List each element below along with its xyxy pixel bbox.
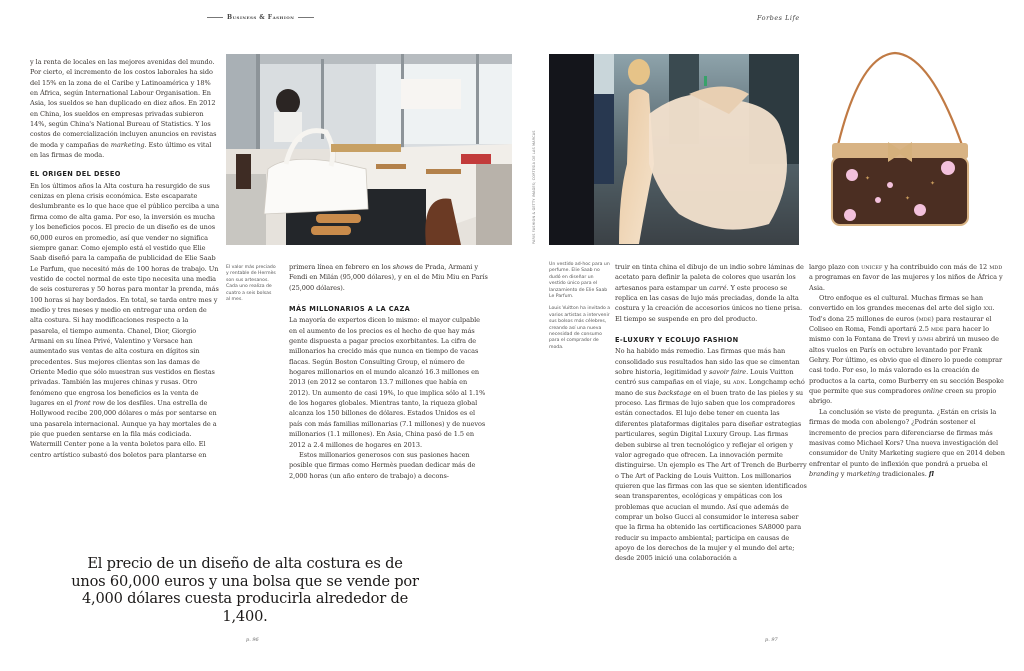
rule-right [298, 17, 314, 18]
paragraph: primera línea en febrero en los shows de Prada, Armani y Fendi en Milán (95,000 dólares), y en el de Miu Miu en París (25,000 dólares). [289, 263, 488, 292]
section-label: Business & Fashion [227, 14, 295, 21]
pull-quote: El precio de un diseño de alta costura es de unos 60,000 euros y una bolsa que se vende por 4,000 dólares cuesta producirla alrededor de 1,400. [71, 555, 419, 625]
photo-credit: PARIS FASHION & GETTY IMAGES; CORTESÍA DE LAS MARCAS [532, 130, 536, 244]
rule-left [207, 17, 223, 18]
paragraph: y la renta de locales en las mejores avenidas del mundo. Por cierto, el incremento de los costos laborales ha sido del 15% en la zona de el Caribe y Latinoamérica y 18% en África, según International Labour Organisation. En Asia, los sueldos se han duplicado en diez años. En 2012 en China, los sueldos en empresas privadas subieron 14%, según China's National Bureau of Statistics. Y los costos de comercialización incluyen anuncios en revistas de moda y campañas de marketing. Esto último es vital en las firmas de moda. [30, 58, 217, 160]
section-heading: E-LUXURY Y ECOLUJO FASHION [615, 336, 739, 345]
right-captions [549, 262, 611, 357]
photo-caption-handbag: Louis Vuitton ha invitado a varios artistas a intervenir sus bolsos más célebres, creando así una nueva necesidad de consumo para el comprador de moda. [549, 306, 611, 350]
page-number-right: p. 97 [765, 637, 778, 643]
left-column-1 [30, 57, 220, 460]
page-number-left: p. 96 [246, 637, 259, 643]
handbag-photo [820, 50, 980, 240]
atelier-image [226, 54, 512, 245]
paragraph: largo plazo con unicef y ha contribuido con más de 12 mdd a programas en favor de las mujeres y los niños de África y Asia. [809, 263, 1003, 292]
running-head-right: Forbes Life [757, 14, 800, 22]
paragraph: Otro enfoque es el cultural. Muchas firmas se han convertido en los grandes mecenas del arte del siglo xxi. Tod's dona 25 millones de euros (mde) para restaurar el Coliseo en Roma, Fendi aportará 2.5 mde para hacer lo mismo con la Fontana de Trevi y lvmh abrirá un museo de altos vuelos en París en octubre levantado por Frank Gehry. Por último, es obvio que el dinero lo puede comprar casi todo. Por eso, lo más valorado es la creación de productos a la carta, como Burberry en su sección Bespoke que permite que sus compradores online creen su propio abrigo. [809, 294, 1004, 406]
photo-caption-atelier: El valor más preciado y rentable de Hermès son sus artesanos. Cada uno realiza de cuatro a seis bolsas al mes. [226, 265, 276, 303]
paragraph: Estos millonarios generosos con sus pasiones hacen posible que firmas como Hermès puedan dedicar más de 2,000 horas (un año entero de trabajo) a decons- [289, 450, 476, 480]
svg-text:✦: ✦ [905, 195, 911, 202]
paragraph: truir en tinta china el dibujo de un indio sobre láminas de acetato para definir la paleta de colores que usarán los artesanos para estampar un carré. Y este proceso se replica en las casas de lujo más preciadas, donde la alta costura y la creación de accesorios únicos no tiene prisa. El tiempo se suspende en pro del producto. [615, 263, 804, 323]
handbag-image [820, 50, 980, 240]
right-column-1 [615, 262, 807, 564]
gown-photo [549, 54, 799, 245]
running-head-left [203, 14, 318, 21]
svg-text:✦: ✦ [865, 175, 871, 182]
photo-caption-gown: Un vestido ad-hoc para un perfume. Elie Saab no dudó en diseñar un vestido único para el lanzamiento de Elie Saab Le Parfum. [549, 262, 610, 300]
section-heading: MÁS MILLONARIOS A LA CAZA [289, 305, 411, 314]
paragraph: La conclusión se viste de pregunta. ¿Están en crisis la firmas de moda con abolengo? ¿Podrán sostener el incremento de precios para diferenciarse de firmas más masivas como Michael Kors? Una nueva investigación del consumidor de Unity Marketing sugiere que en 2014 deben enfrentar el punto de inflexión que pondrá a prueba el branding y marketing tradicionales. fl [809, 407, 1005, 478]
section-heading: EL ORIGEN DEL DESEO [30, 170, 121, 179]
gown-image [549, 54, 799, 245]
right-column-2 [809, 262, 1005, 479]
svg-text:✦: ✦ [930, 180, 936, 187]
atelier-photo [226, 54, 512, 245]
paragraph: La mayoría de expertos dicen lo mismo: el mayor culpable en el aumento de los precios es el hecho de que hay más gente dispuesta a pagar precios exorbitantes. La cifra de millonarios ha crecido más que nunca en tiempo de vacas flacas. Según Boston Consulting Group, el número de hogares millonarios en el mundo alcanzó 16.3 millones en 2013 (en 2012 se contaron 13.7 millones que había en 2012). Un aumento de casi 19%, lo que implica sólo al 1.1% de los hogares globales. Mientras tanto, la riqueza global alcanza los 150 billones de dólares. Estados Unidos es el país con más familias millonarias (7.1 millones) y de nuevos millonarios (1.1 millones). En Asia, China pasó de 1.5 en 2012 a 2.4 millones de hogares en 2013. [289, 316, 486, 449]
paragraph: En los últimos años la Alta costura ha resurgido de sus cenizas en plena crisis económica. Este escaparate deslumbrante es lo que hace que el público perciba a una firma como de alta gama. Por eso, la inversión es mucha y los beneficios pocos. El precio de un diseño es de unos 60,000 euros en promedio, así que vender no significa siempre ganar. Como ejemplo está el vestido que Elie Saab diseñó para la campaña de publicidad de Elie Saab Le Parfum, que necesitó más de 100 horas de trabajo. Un vestido de coctel normal de este tipo necesita una media de seis costureras y 50 horas para montar la prenda, más 100 horas si hay bordados. En total, se tarda entre mes y medio y tres meses y medio en entregar una orden de alta costura. Si hay modificaciones respecto a la pasarela, el tiempo aumenta. Chanel, Dior, Giorgio Armani en su línea Privé, Valentino y Versace han aumentado sus ventas de alta costura en dígitos sin precedentes. Sus mejores clientas son las damas de Oriente Medio que sólo muestran sus vestidos en fiestas privadas. También las mujeres chinas y rusas. Otro fenómeno que engrosa los beneficios es la venta de lugares en el front row de los desfiles. Una estrella de Hollywood recibe 200,000 dólares o más por sentarse en una pasarela internacional. Aunque ya hay mortales de a pie que pueden sentarse en la fila más codiciada. Watermill Center pone a la venta boletos para ello. El centro artístico subastó dos boletos para plantarse en [30, 181, 220, 459]
paragraph: No ha habido más remedio. Las firmas que más han consolidado sus resultados han sido las que se cimentan sobre historia, legitimidad y savoir faire. Louis Vuitton centró sus campañas en el viaje, su adn. Longchamp echó mano de sus backstage en el buen trato de las pieles y su proceso. Las firmas de lujo saben que los compradores están conectados. El lujo debe tener en cuenta las diferentes plataformas digitales para diseñar estrategias particulares, según Digital Luxury Group. Las firmas deben subirse al tren tecnológico y reflejar el origen y valor agregado que ofrecen. La innovación permite distinguirse. Un ejemplo es The Art of Trench de Burberry o The Art of Packing de Louis Vuitton. Los millonarios quieren que las firmas con las que se sienten identificados sean transparentes, ecológicas y empáticas con los problemas que acucian el mundo. Así que además de comprar un bolso Gucci al consumidor le interesa saber que la firma ha obtenido las certificaciones SA8000 para reducir su impacto ambiental; participa en causas de apoyo de los derechos de la mujer y el mundo del arte; desde 2005 inició una colaboración a [615, 347, 807, 563]
left-column-2 [289, 262, 489, 481]
end-mark-icon: fl [928, 469, 934, 478]
